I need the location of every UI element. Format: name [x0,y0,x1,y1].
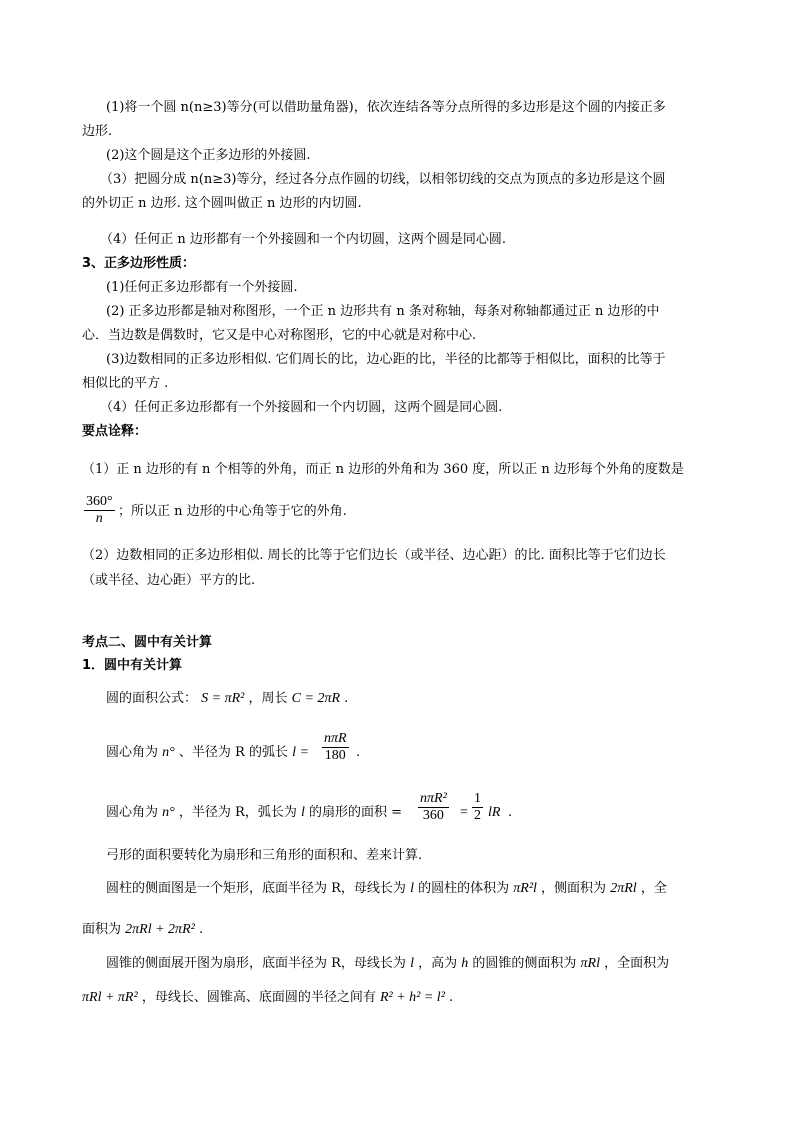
sector-area-fraction [418,791,449,824]
fraction-denominator: 2 [474,808,481,823]
subsection-heading: 1．圆中有关计算 [82,658,183,673]
paragraph: （4）任何正多边形都有一个外接圆和一个内切圆，这两个圆是同心圆. [100,400,503,415]
paragraph: （4）任何正 n 边形都有一个外接圆和一个内切圆，这两个圆是同心圆. [100,232,507,247]
paragraph: (1)将一个圆 n(n≥3)等分(可以借助量角器)，依次连结各等分点所得的多边形是这个圆的内接正多 [106,100,666,115]
text: 的圆锥的侧面积为 [472,956,577,971]
paragraph: 边形. [82,124,113,139]
text: 圆心角为 [106,745,159,760]
paragraph: 的外切正 n 边形. 这个圆叫做正 n 边形的内切圆. [82,196,362,211]
formula-line [82,989,453,1007]
paragraph: (2)这个圆是这个正多边形的外接圆. [106,148,311,163]
text: . [356,745,361,760]
fraction-numerator: 360° [86,494,113,509]
paragraph: (3)边数相同的正多边形相似. 它们周长的比，边心距的比，半径的比都等于相似比，面积的比等于 [106,352,666,367]
cone-total-area-formula: πRl + πR² [82,990,138,1005]
text: 的扇形的面积 = [309,805,403,820]
text: 圆锥的侧面展开图为扇形，底面半径为 R，母线长为 [106,956,406,971]
paragraph: （2）边数相同的正多边形相似. 周长的比等于它们边长（或半径、边心距）的比. 面积比等于它们边长 [82,548,666,563]
text: 面积为 [82,922,122,937]
fraction-denominator: n [95,511,103,526]
text: ，侧面积为 [541,881,607,896]
formula-line [82,921,203,939]
math-l: l [410,956,414,971]
arc-length-fraction [322,731,349,764]
fraction-numerator: nπR² [420,791,447,806]
section-heading: 要点诠释： [82,424,148,439]
text: ，全面积为 [604,956,670,971]
math-h: h [461,956,469,971]
cylinder-total-area-formula: 2πRl + 2πR² [125,922,195,937]
text: ，半径为 R，弧长为 [178,805,297,820]
formula-line [106,690,348,708]
formula-line [106,955,669,973]
fraction-numerator: nπR [324,731,347,746]
text: ，母线长、圆锥高、底面圆的半径之间有 [141,990,376,1005]
half-fraction [472,791,483,824]
area-formula: S = πR² [201,691,245,706]
paragraph: （1）正 n 边形的有 n 个相等的外角，而正 n 边形的外角和为 360 度，所以正 n 边形每个外角的度数是 [82,462,684,477]
fraction [84,494,115,527]
math-l: l [300,805,305,820]
math-n-degree: n° [162,745,175,760]
fraction-numerator: 1 [474,791,481,806]
paragraph: ；所以正 n 边形的中心角等于它的外角. [118,504,347,519]
section-heading: 3、正多边形性质： [82,256,196,271]
text: 圆柱的侧面图是一个矩形，底面半径为 R，母线长为 [106,881,406,896]
math-lR: lR [488,805,501,820]
paragraph: (2) 正多边形都是轴对称图形，一个正 n 边形共有 n 条对称轴，每条对称轴都通过正 n 边形的中 [106,304,660,319]
fraction-denominator: 180 [324,748,346,763]
text: ，全 [640,881,667,896]
paragraph: 相似比的平方 . [82,376,169,391]
paragraph: 弓形的面积要转化为扇形和三角形的面积和、差来计算. [106,848,423,863]
formula-line [106,804,402,822]
math-l: l = [292,745,309,760]
text: 、半径为 R 的弧长 [178,745,288,760]
equals-sign: = [460,805,468,820]
text: . [508,805,513,820]
paragraph: (1)任何正多边形都有一个外接圆. [106,280,298,295]
text: . [449,990,454,1005]
text: 的圆柱的体积为 [418,881,510,896]
cylinder-lateral-area-formula: 2πRl [610,881,637,896]
cone-lateral-area-formula: πRl [580,956,601,971]
text: ，周长 [248,691,288,706]
paragraph: 心．当边数是偶数时，它又是中心对称图形，它的中心就是对称中心. [82,328,477,343]
circumference-formula: C = 2πR [291,691,341,706]
text: 圆心角为 [106,805,159,820]
paragraph: （或半径、边心距）平方的比. [82,573,256,588]
text: ，高为 [418,956,458,971]
paragraph: （3）把圆分成 n(n≥3)等分，经过各分点作圆的切线，以相邻切线的交点为顶点的多边形是这个圆 [100,172,666,187]
text: . [344,691,349,706]
fraction-denominator: 360 [422,808,444,823]
section-heading: 考点二、圆中有关计算 [82,635,213,650]
text: 圆的面积公式： [106,691,198,706]
math-n-degree: n° [162,805,175,820]
formula-line [106,880,667,898]
math-l: l [410,881,414,896]
text: . [198,922,204,937]
formula-line [106,744,309,762]
cylinder-volume-formula: πR²l [513,881,537,896]
cone-relation-formula: R² + h² = l² [379,990,445,1005]
